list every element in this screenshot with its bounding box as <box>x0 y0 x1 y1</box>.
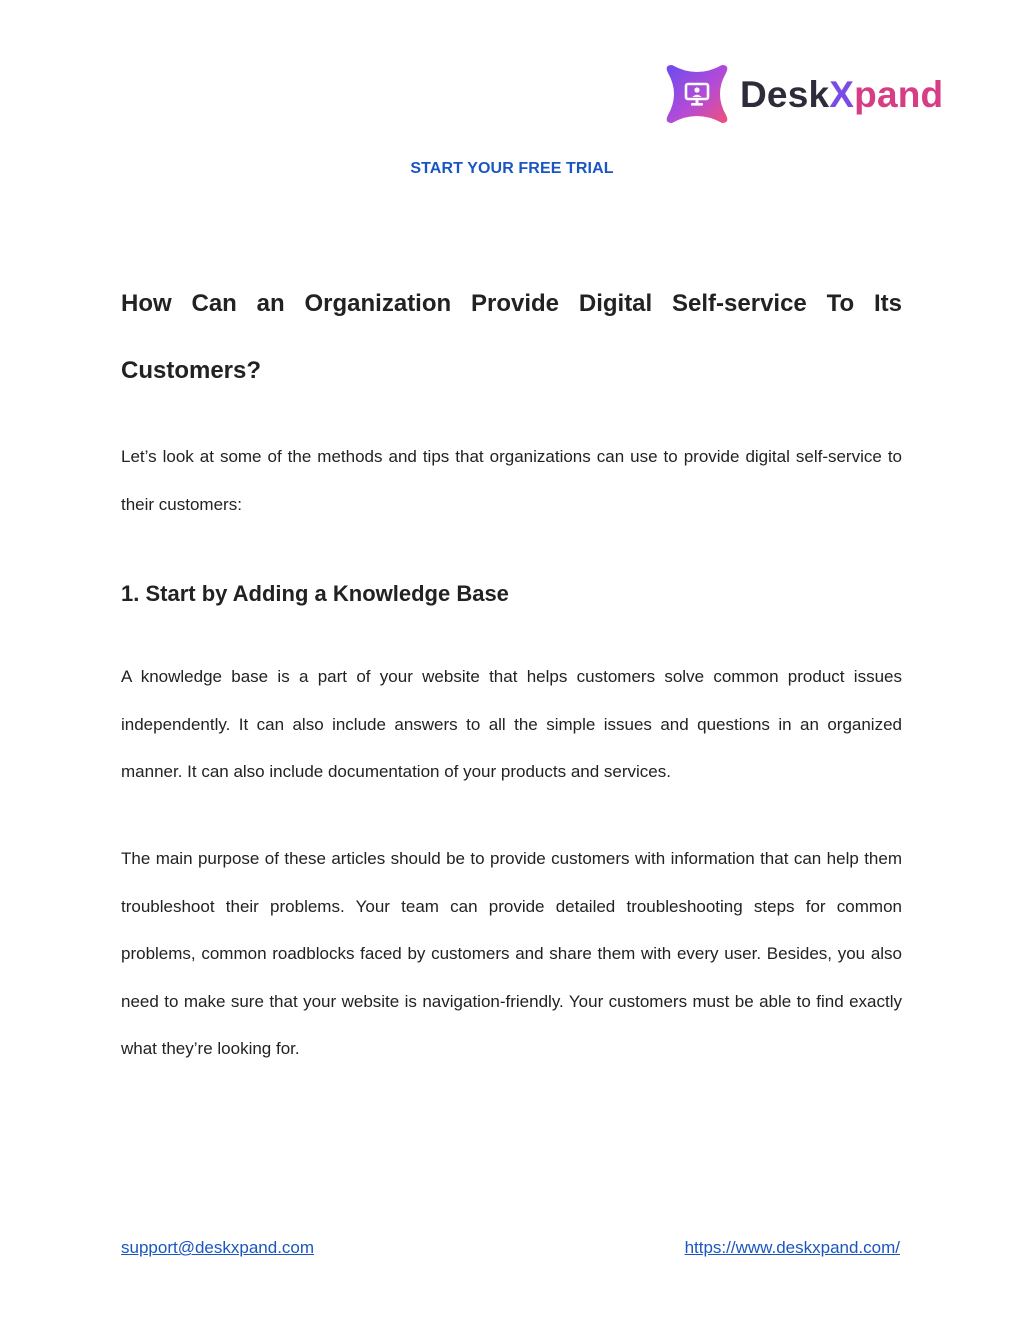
article-title: How Can an Organization Provide Digital Self-service To Its Customers? <box>121 290 902 384</box>
intro-paragraph: Let’s look at some of the methods and tips that organizations can use to provide digital self-service to their customers: <box>121 447 902 514</box>
website-link[interactable]: https://www.deskxpand.com/ <box>684 1238 900 1257</box>
brand-desk: Desk <box>740 73 830 115</box>
brand-x: X <box>829 73 855 115</box>
knowledge-base-paragraph-2: The main purpose of these articles should be to provide customers with information that can help them troubleshoot their problems. Your team can provide detailed troubleshooting steps for common problems, common roadblocks faced by customers and share them with every user. Besides, you also need to make sure that your website is navigation-friendly. Your customers must be able to find exactly what they’re looking for. <box>121 849 902 1059</box>
brand-logo <box>664 60 943 128</box>
brand-wordmark <box>740 73 944 115</box>
knowledge-base-paragraph-1: A knowledge base is a part of your website that helps customers solve common product issues independently. It can also include answers to all the simple issues and questions in an organized manner. It can also include documentation of your products and services. <box>121 667 902 782</box>
brand-pand: pand <box>854 73 944 115</box>
monitor-icon <box>664 61 730 127</box>
start-free-trial-link[interactable]: START YOUR FREE TRIAL <box>410 160 614 177</box>
section-heading-knowledge-base: 1. Start by Adding a Knowledge Base <box>121 581 509 606</box>
support-email-link[interactable]: support@deskxpand.com <box>121 1238 315 1257</box>
